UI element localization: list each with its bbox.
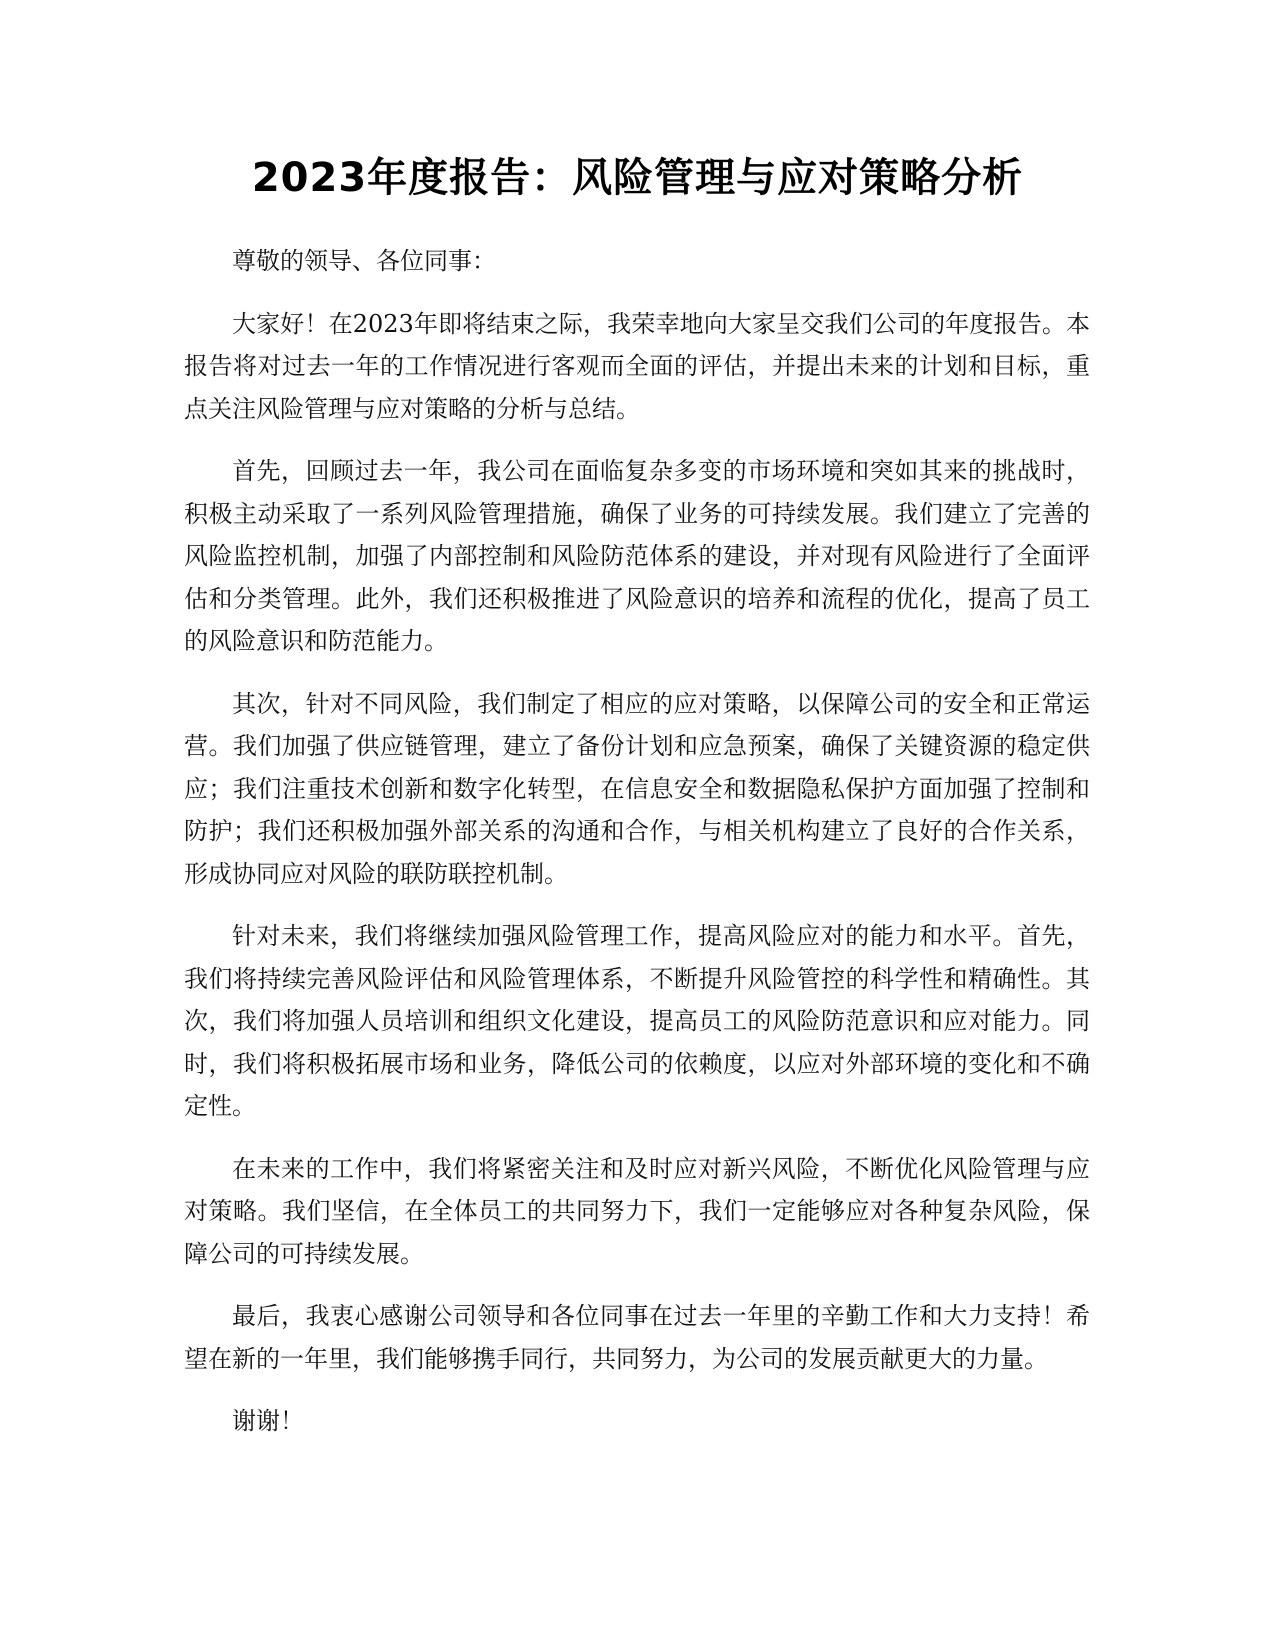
closing-paragraph: 谢谢！ (232, 1407, 304, 1435)
outlook-paragraph: 在未来的工作中，我们将紧密关注和及时应对新兴风险，不断优化风险管理与应对策略。我们坚信，在全体员工的共同努力下，我们一定能够应对各种复杂风险，保障公司的可持续发展。 (184, 1154, 1090, 1268)
thanks-paragraph: 最后，我衷心感谢公司领导和各位同事在过去一年里的辛勤工作和大力支持！希望在新的一年里，我们能够携手同行，共同努力，为公司的发展贡献更大的力量。 (184, 1302, 1090, 1373)
future-plan-paragraph: 针对未来，我们将继续加强风险管理工作，提高风险应对的能力和水平。首先，我们将持续完善风险评估和风险管理体系，不断提升风险管控的科学性和精确性。其次，我们将加强人员培训和组织文化建设，提高员工的风险防范意识和应对能力。同时，我们将积极拓展市场和业务，降低公司的依赖度，以应对外部环境的变化和不确定性。 (184, 922, 1090, 1120)
salutation-paragraph: 尊敬的领导、各位同事： (232, 247, 496, 275)
document-title: 2023年度报告：风险管理与应对策略分析 (251, 155, 1024, 201)
document-body (184, 240, 1090, 1463)
review-paragraph: 首先，回顾过去一年，我公司在面临复杂多变的市场环境和突如其来的挑战时，积极主动采取了一系列风险管理措施，确保了业务的可持续发展。我们建立了完善的风险监控机制，加强了内部控制和风险防范体系的建设，并对现有风险进行了全面评估和分类管理。此外，我们还积极推进了风险意识的培养和流程的优化，提高了员工的风险意识和防范能力。 (184, 457, 1090, 655)
strategy-paragraph: 其次，针对不同风险，我们制定了相应的应对策略，以保障公司的安全和正常运营。我们加强了供应链管理，建立了备份计划和应急预案，确保了关键资源的稳定供应；我们注重技术创新和数字化转型，在信息安全和数据隐私保护方面加强了控制和防护；我们还积极加强外部关系的沟通和合作，与相关机构建立了良好的合作关系，形成协同应对风险的联防联控机制。 (184, 689, 1090, 888)
intro-paragraph: 大家好！在2023年即将结束之际，我荣幸地向大家呈交我们公司的年度报告。本报告将对过去一年的工作情况进行客观而全面的评估，并提出未来的计划和目标，重点关注风险管理与应对策略的分析与总结。 (184, 309, 1090, 423)
